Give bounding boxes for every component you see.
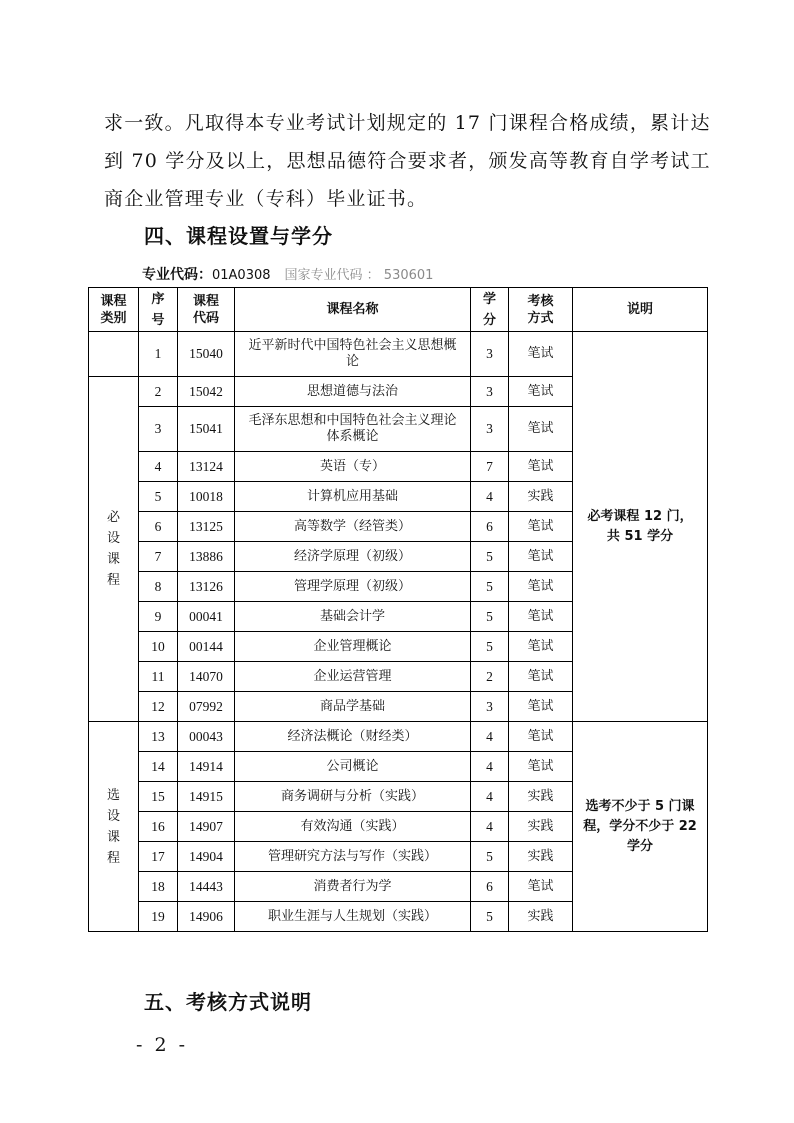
- code-cell: 13126: [178, 572, 235, 602]
- seq-cell: 13: [139, 722, 178, 752]
- exam-method-cell: 笔试: [509, 872, 573, 902]
- course-name-cell: 商务调研与分析（实践）: [235, 782, 471, 812]
- seq-cell: 9: [139, 602, 178, 632]
- course-name-cell: 英语（专）: [235, 452, 471, 482]
- exam-method-cell: 笔试: [509, 512, 573, 542]
- course-name-cell: 商品学基础: [235, 692, 471, 722]
- credit-cell: 5: [471, 572, 509, 602]
- course-name-cell: 消费者行为学: [235, 872, 471, 902]
- credit-cell: 4: [471, 812, 509, 842]
- table-row: [89, 332, 708, 377]
- credit-cell: 4: [471, 482, 509, 512]
- course-name-cell: 经济法概论（财经类）: [235, 722, 471, 752]
- exam-method-cell: 实践: [509, 482, 573, 512]
- exam-method-cell: 笔试: [509, 722, 573, 752]
- course-name-cell: 思想道德与法治: [235, 377, 471, 407]
- category-required: 必设课程: [89, 377, 139, 722]
- course-table-body: [89, 332, 708, 932]
- credit-cell: 5: [471, 842, 509, 872]
- exam-method-cell: 笔试: [509, 632, 573, 662]
- credit-cell: 5: [471, 902, 509, 932]
- code-cell: 14443: [178, 872, 235, 902]
- exam-method-cell: 笔试: [509, 602, 573, 632]
- intro-paragraph: [104, 104, 711, 218]
- category-elective: 选设课程: [89, 722, 139, 932]
- code-cell: 15041: [178, 407, 235, 452]
- exam-method-cell: 实践: [509, 842, 573, 872]
- credit-cell: 4: [471, 722, 509, 752]
- course-name-cell: 管理研究方法与写作（实践）: [235, 842, 471, 872]
- exam-method-cell: 笔试: [509, 692, 573, 722]
- major-code-line: [142, 264, 433, 284]
- seq-cell: 15: [139, 782, 178, 812]
- credit-cell: 3: [471, 377, 509, 407]
- course-name-cell: 企业运营管理: [235, 662, 471, 692]
- seq-cell: 18: [139, 872, 178, 902]
- credit-cell: 5: [471, 602, 509, 632]
- code-cell: 14914: [178, 752, 235, 782]
- code-cell: 10018: [178, 482, 235, 512]
- exam-method-cell: 实践: [509, 812, 573, 842]
- course-name-cell: 有效沟通（实践）: [235, 812, 471, 842]
- header-category: 课程类别: [89, 288, 139, 332]
- exam-method-cell: 笔试: [509, 332, 573, 377]
- exam-method-cell: 笔试: [509, 407, 573, 452]
- code-cell: 00144: [178, 632, 235, 662]
- code-cell: 14915: [178, 782, 235, 812]
- credit-cell: 4: [471, 782, 509, 812]
- seq-cell: 2: [139, 377, 178, 407]
- header-note: 说明: [573, 288, 708, 332]
- code-cell: 14070: [178, 662, 235, 692]
- credit-cell: 3: [471, 692, 509, 722]
- exam-method-cell: 实践: [509, 902, 573, 932]
- code-cell: 00041: [178, 602, 235, 632]
- course-name-cell: 计算机应用基础: [235, 482, 471, 512]
- credit-cell: 7: [471, 452, 509, 482]
- table-row: [89, 722, 708, 752]
- code-cell: 13124: [178, 452, 235, 482]
- code-cell: 14906: [178, 902, 235, 932]
- major-code-value: 01A0308: [212, 268, 271, 283]
- code-cell: 15040: [178, 332, 235, 377]
- credit-cell: 2: [471, 662, 509, 692]
- seq-cell: 4: [139, 452, 178, 482]
- exam-method-cell: 笔试: [509, 542, 573, 572]
- intro-line: 求一致。凡取得本专业考试计划规定的 17 门课程合格成绩，累计达: [104, 112, 711, 134]
- exam-method-cell: 笔试: [509, 662, 573, 692]
- code-cell: 07992: [178, 692, 235, 722]
- course-name-cell: 高等数学（经管类）: [235, 512, 471, 542]
- course-name-cell: 职业生涯与人生规划（实践）: [235, 902, 471, 932]
- code-cell: 14904: [178, 842, 235, 872]
- exam-method-cell: 笔试: [509, 572, 573, 602]
- credit-cell: 5: [471, 542, 509, 572]
- header-name: 课程名称: [235, 288, 471, 332]
- course-name-cell: 经济学原理（初级）: [235, 542, 471, 572]
- page-number: - 2 -: [136, 1034, 189, 1056]
- seq-cell: 10: [139, 632, 178, 662]
- credit-cell: 6: [471, 512, 509, 542]
- course-name-cell: 企业管理概论: [235, 632, 471, 662]
- seq-cell: 8: [139, 572, 178, 602]
- seq-cell: 11: [139, 662, 178, 692]
- seq-cell: 5: [139, 482, 178, 512]
- seq-cell: 14: [139, 752, 178, 782]
- course-name-cell: 毛泽东思想和中国特色社会主义理论体系概论: [235, 407, 471, 452]
- intro-line: 商企业管理专业（专科）毕业证书。: [104, 188, 428, 210]
- seq-cell: 3: [139, 407, 178, 452]
- code-cell: 00043: [178, 722, 235, 752]
- exam-method-cell: 笔试: [509, 752, 573, 782]
- header-seq: 序号: [139, 288, 178, 332]
- major-code-label: 专业代码：: [142, 267, 212, 283]
- code-cell: 14907: [178, 812, 235, 842]
- note-elective: 选考不少于 5 门课程，学分不少于 22 学分: [573, 722, 708, 932]
- seq-cell: 12: [139, 692, 178, 722]
- credit-cell: 4: [471, 752, 509, 782]
- code-cell: 13125: [178, 512, 235, 542]
- seq-cell: 16: [139, 812, 178, 842]
- exam-method-cell: 笔试: [509, 452, 573, 482]
- seq-cell: 17: [139, 842, 178, 872]
- credit-cell: 5: [471, 632, 509, 662]
- course-name-cell: 公司概论: [235, 752, 471, 782]
- credit-cell: 3: [471, 407, 509, 452]
- section-heading-assessment: 五、考核方式说明: [144, 990, 312, 1014]
- national-code: 国家专业代码 ： 530601: [284, 268, 434, 283]
- seq-cell: 1: [139, 332, 178, 377]
- course-name-cell: 近平新时代中国特色社会主义思想概论: [235, 332, 471, 377]
- intro-line: 到 70 学分及以上，思想品德符合要求者，颁发高等教育自学考试工: [104, 150, 711, 172]
- header-code: 课程代码: [178, 288, 235, 332]
- seq-cell: 6: [139, 512, 178, 542]
- course-table: [88, 287, 708, 932]
- header-exam: 考核方式: [509, 288, 573, 332]
- seq-cell: 7: [139, 542, 178, 572]
- course-name-cell: 基础会计学: [235, 602, 471, 632]
- note-required: 必考课程 12 门，共 51 学分: [573, 332, 708, 722]
- code-cell: 13886: [178, 542, 235, 572]
- seq-cell: 19: [139, 902, 178, 932]
- code-cell: 15042: [178, 377, 235, 407]
- exam-method-cell: 实践: [509, 782, 573, 812]
- credit-cell: 6: [471, 872, 509, 902]
- credit-cell: 3: [471, 332, 509, 377]
- exam-method-cell: 笔试: [509, 377, 573, 407]
- course-name-cell: 管理学原理（初级）: [235, 572, 471, 602]
- header-credit: 学分: [471, 288, 509, 332]
- section-heading-courses: 四、课程设置与学分: [144, 224, 333, 248]
- category-cell-empty: [89, 332, 139, 377]
